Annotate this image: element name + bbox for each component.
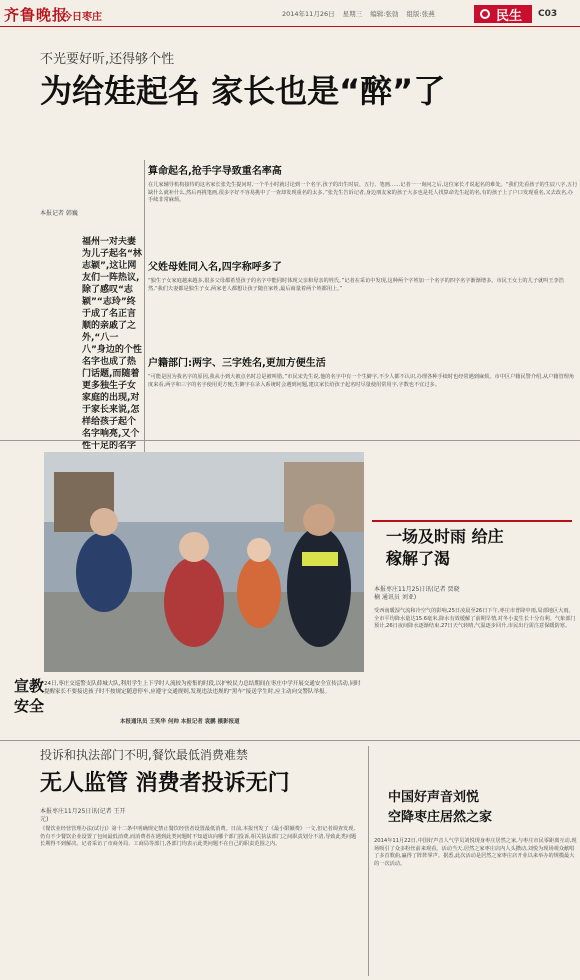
story3-byline: 本报枣庄11月25日讯(记者 王开元) (40, 808, 126, 823)
story1-sub3: 户籍部门:两字、三字姓名,更加方便生活 (148, 358, 326, 369)
masthead (0, 0, 580, 26)
page-number: C03 (538, 9, 558, 19)
story2-byline: 本报枣庄11月25日讯(记者 贾晓楠 通讯员 刘亚) (374, 586, 460, 601)
story2-headline: 一场及时雨 给庄稼解了渴 (386, 527, 504, 568)
newspaper-logo: 齐鲁晚报 (4, 6, 69, 24)
story1-lead: 福州一对夫妻为儿子起名“林志颖”,这让网友们一阵热议,除了感叹“志颖”“志玲”终于成了名正言顺的亲戚了之外,“八一八”身边的个性名字也成了热门话题,而随着更多独生子女家庭的出现,对于家长来说,怎样给孩子起个名字响亮,又个性十足的名字 (82, 237, 142, 451)
photo-side-title: 宣教安全 (14, 677, 45, 715)
photo-illustration (44, 452, 364, 672)
column-divider (144, 160, 145, 456)
column-divider-2 (368, 746, 369, 976)
story4-text: 2014年11月22日,中国好声音人气学员刘悦现身枣庄居然之家,与枣庄市民零距离互动,现场吸引了众多粉丝前来观看。活动当天,居然之家枣庄店内人头攒动,刘悦为现场观众献唱了多首歌曲,赢得了阵阵掌声。据悉,此次活动是居然之家枣庄店开业以来举办的规模最大的一次活动。 (374, 838, 577, 867)
section-divider (0, 440, 580, 441)
story1-sub2: 父姓母姓同入名,四字称呼多了 (148, 262, 282, 273)
issue-weekday: 星期三 (342, 10, 363, 18)
masthead-rule (0, 26, 580, 27)
story1-text2: “独生子女家庭越来越多,很多父母都希望孩子的名字中能同时体现父亲和母亲的姓氏。”记者在采访中发现,这种两个字姓加一个名字的四字名字渐渐增多。市民王女士的儿子就叫王李浩然,“我们夫妻都是独生子女,两家老人都想让孩子随自家姓,最后商量着两个姓都用上。” (148, 278, 564, 292)
story2-rule (372, 520, 572, 522)
story3-kicker: 投诉和执法部门不明,餐饮最低消费难禁 (40, 748, 248, 762)
story3-headline: 无人监管 消费者投诉无门 (40, 771, 290, 796)
photo-caption: 24日,枣庄交巡警支队薛城大队,利用学生上下学时人流较为密集的时段,以护校民力总结期间在枣庄中学开展交通安全宣传活动,同时提醒家长不要接送孩子时不按规定随意停车,应遵守交通规则,发现违法违规的“黑车”接送学生时,应主动向交警队举报。 (44, 681, 361, 695)
edition-tag: 今日枣庄 (62, 12, 102, 23)
issue-design: 组版:张燕 (406, 10, 435, 18)
story4-kicker: 中国好声音刘悦 (388, 790, 480, 805)
story4-headline: 空降枣庄居然之家 (388, 810, 493, 825)
section-label: 民生 (496, 9, 523, 24)
story1-text3: “可能是因为我名字的原因,我从小到大被点名时总是被叫错。”市民宋先生说,他的名字中有一个生僻字,不少人都不认识,办理各种手续时也经常遇到麻烦。市中区户籍民警介绍,从户籍管理角度来看,两字和三字的名字使用更方便,生僻字在录入系统时会遇到问题,建议家长给孩子起名时尽量使用常用字,字数也不宜过多。 (148, 374, 575, 388)
story3-text: 《餐饮业经营管理办法(试行)》第十二条中明确规定禁止餐饮经营者设置最低消费。日前,本报刊发了《最小限额费》一文,但记者调查发现,仍有不少餐饮企业设置了包间最低消费,而消费者在遇到此类问题时不知道该向哪个部门投诉,相关执法部门之间职责划分不清,导致此类问题长期得不到解决。记者采访了市商务局、工商局等部门,各部门均表示此类问题不在自己的职责范围之内。 (40, 826, 357, 848)
story1-headline: 为给娃起名 家长也是“醉”了 (40, 72, 446, 110)
news-photo (44, 452, 364, 672)
story1-byline: 本报记者 韩巍 (40, 210, 78, 217)
story2-text: 受西南暖湿气流和冷空气的影响,25日凌晨至26日下午,枣庄市普降中雨,局部地区大雨。全市平均降水量达15.6毫米,降水有效缓解了前期旱情,对冬小麦生长十分有利。气象部门预计,26日夜间降水逐渐结束,27日天气转晴,气温逐步回升,市民出行需注意保暖防寒。 (374, 608, 576, 630)
issue-date: 2014年11月26日 (282, 10, 335, 18)
issue-editor: 编辑:张勍 (370, 10, 399, 18)
story1-sub1: 算命起名,抢手字导致重名率高 (148, 166, 282, 177)
issue-meta (282, 9, 441, 18)
story1-kicker: 不光要好听,还得够个性 (40, 52, 175, 67)
section-divider-2 (0, 740, 580, 741)
section-circle-icon (480, 9, 490, 19)
photo-credit: 本报通讯员 王笑华 何帅 本报记者 袁鹏 摄影报道 (120, 719, 240, 725)
story1-text1: 在儿家辅导机构接待的这名家长张先生提问时,一个半小时就讨论到一个名字,孩子的出生时辰、五行、笔画……记者一一询问之后,这位家长才说起名的难处。“我们先看孩子的生辰八字,五行缺什么就补什么,然后再挑笔画,很多字好不容易挑中了一查却发现重名的太多。”张先生告诉记者,身边朋友家的孩子大多也是托人找算命先生起的名,有的孩子上了户口发现重名,又去改名,办手续非常麻烦。 (148, 182, 578, 204)
